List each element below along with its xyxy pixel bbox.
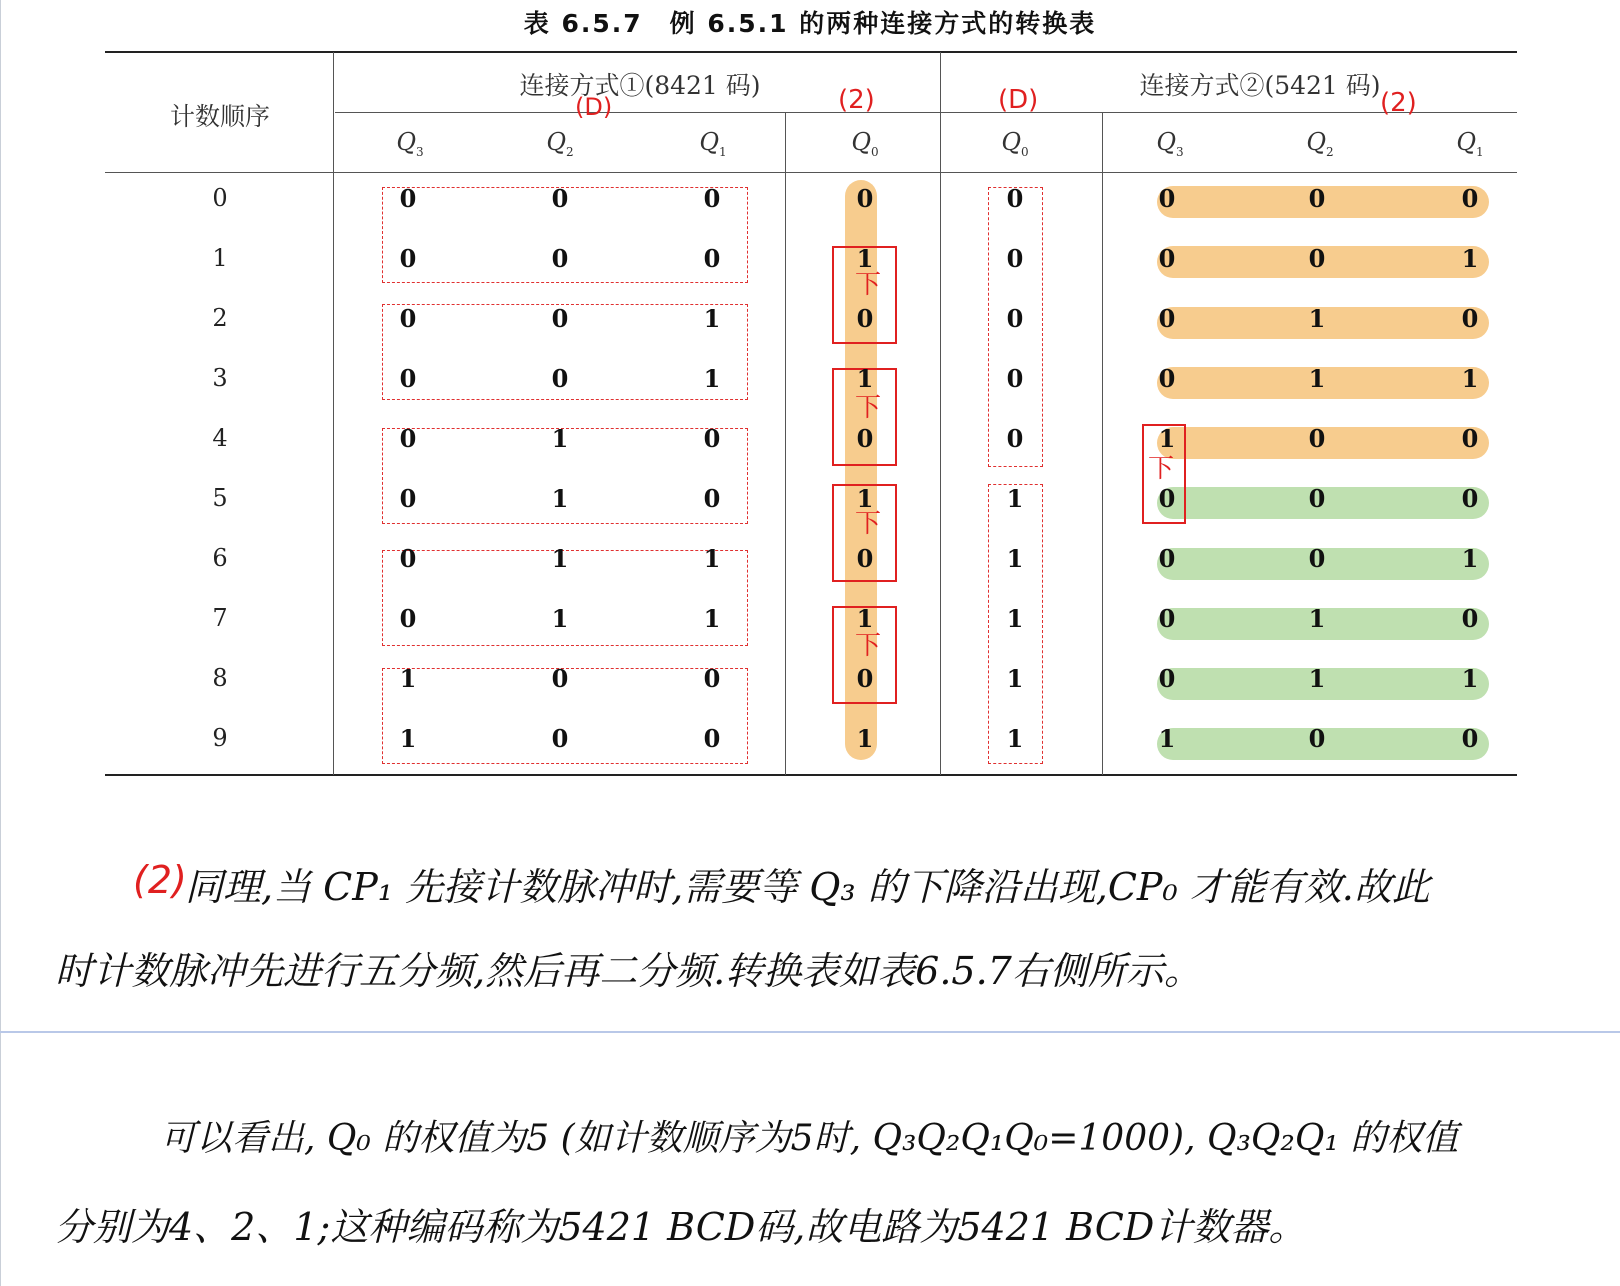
annot-m2-q1: (2) — [1380, 88, 1417, 118]
m2-q1-cell: 0 — [1461, 184, 1479, 213]
m1-q0-cell: 0 — [856, 544, 874, 573]
m1-q1-cell: 0 — [703, 244, 721, 273]
count-order-cell: 4 — [212, 424, 228, 452]
m2-q1-cell: 0 — [1461, 424, 1479, 453]
m1-q3-label: $Q_3$ — [396, 128, 424, 159]
m2-q0-cell: 1 — [1006, 604, 1024, 633]
table-top-rule — [105, 51, 1517, 53]
m1-q2-cell: 1 — [551, 604, 569, 633]
m2-q0-cell: 1 — [1006, 484, 1024, 513]
m1-q3-cell: 1 — [399, 664, 417, 693]
m2-q0-cell: 1 — [1006, 544, 1024, 573]
count-order-cell: 8 — [212, 664, 228, 692]
m2-q2-cell: 0 — [1308, 424, 1326, 453]
m2-q3-cell: 0 — [1158, 364, 1176, 393]
count-order-cell: 9 — [212, 724, 228, 752]
header-bottom-rule — [105, 172, 1517, 173]
m2-q0-cell: 0 — [1006, 304, 1024, 333]
count-order-cell: 5 — [212, 484, 228, 512]
m1-q3-cell: 0 — [399, 184, 417, 213]
m1-q3-cell: 1 — [399, 724, 417, 753]
m1-q2-cell: 0 — [551, 364, 569, 393]
m2-q2-label: $Q_2$ — [1306, 128, 1334, 159]
m1-q2-cell: 1 — [551, 544, 569, 573]
count-order-cell: 2 — [212, 304, 228, 332]
m1-q3-cell: 0 — [399, 604, 417, 633]
m2-q3-cell: 0 — [1158, 604, 1176, 633]
fall-mark-m2: 下 — [1148, 454, 1175, 484]
m2-q3-cell: 0 — [1158, 304, 1176, 333]
m2-q1-label: $Q_1$ — [1456, 128, 1484, 159]
m1-q2-cell: 0 — [551, 184, 569, 213]
m2-q1-cell: 0 — [1461, 604, 1479, 633]
m1-q1-cell: 1 — [703, 304, 721, 333]
table-title: 表 6.5.7 例 6.5.1 的两种连接方式的转换表 — [523, 9, 1097, 38]
m1-q0-label: $Q_0$ — [851, 128, 879, 159]
m2-q3-label: $Q_3$ — [1156, 128, 1184, 159]
m2-q0-cell: 1 — [1006, 664, 1024, 693]
method1-header: 连接方式①(8421 码) — [519, 71, 761, 100]
m2-q0-cell: 0 — [1006, 424, 1024, 453]
section-divider — [0, 1031, 1620, 1033]
m2-q2-cell: 0 — [1308, 484, 1326, 513]
m2-q1-cell: 0 — [1461, 484, 1479, 513]
fall-mark-3: 下 — [855, 393, 882, 423]
m1-q0-cell: 0 — [856, 424, 874, 453]
m2-q2-cell: 1 — [1308, 664, 1326, 693]
m2-q0-label: $Q_0$ — [1001, 128, 1029, 159]
m1-q0-cell: 0 — [856, 304, 874, 333]
m2-q1-cell: 0 — [1461, 304, 1479, 333]
vline-methods — [940, 52, 941, 775]
m1-q2-cell: 0 — [551, 304, 569, 333]
m1-q3-cell: 0 — [399, 364, 417, 393]
m1-q1-cell: 1 — [703, 544, 721, 573]
m1-q2-cell: 1 — [551, 424, 569, 453]
count-order-header: 计数顺序 — [169, 102, 270, 131]
vline-count — [333, 52, 334, 775]
fall-mark-7: 下 — [855, 631, 882, 661]
m1-q1-cell: 0 — [703, 664, 721, 693]
m2-q2-cell: 1 — [1308, 364, 1326, 393]
notes-line-4: 分别为4、2、1;这种编码称为5421 BCD码,故电路为5421 BCD计数器。 — [55, 1205, 1307, 1249]
m1-q1-cell: 0 — [703, 424, 721, 453]
m1-q2-cell: 0 — [551, 724, 569, 753]
vline-m1-q0 — [785, 113, 786, 775]
m2-q0-cell: 0 — [1006, 244, 1024, 273]
m1-q0-cell: 0 — [856, 184, 874, 213]
m1-q3-cell: 0 — [399, 304, 417, 333]
m1-q2-label: $Q_2$ — [546, 128, 574, 159]
m1-q3-cell: 0 — [399, 484, 417, 513]
m2-q3-cell: 0 — [1158, 244, 1176, 273]
m2-q0-cell: 0 — [1006, 184, 1024, 213]
m2-q2-cell: 0 — [1308, 544, 1326, 573]
notes-line-1: 同理,当 CP₁ 先接计数脉冲时,需要等 Q₃ 的下降沿出现,CP₀ 才能有效.故此 — [185, 865, 1430, 909]
m2-q2-cell: 0 — [1308, 724, 1326, 753]
count-order-cell: 7 — [212, 604, 228, 632]
m1-q3-cell: 0 — [399, 544, 417, 573]
table-bottom-rule — [105, 774, 1517, 776]
method2-header: 连接方式②(5421 码) — [1139, 71, 1381, 100]
m1-q1-cell: 1 — [703, 364, 721, 393]
m2-q3-cell: 1 — [1158, 424, 1176, 453]
m2-q1-cell: 1 — [1461, 244, 1479, 273]
m1-q0-cell: 1 — [856, 244, 874, 273]
m1-q1-cell: 0 — [703, 484, 721, 513]
m1-q0-cell: 1 — [856, 484, 874, 513]
m2-q3-cell: 0 — [1158, 664, 1176, 693]
m2-q3-cell: 0 — [1158, 184, 1176, 213]
notes-line-2: 时计数脉冲先进行五分频,然后再二分频.转换表如表6.5.7右侧所示。 — [55, 949, 1202, 993]
m1-q2-cell: 0 — [551, 664, 569, 693]
m1-q3-cell: 0 — [399, 244, 417, 273]
m1-q2-cell: 0 — [551, 244, 569, 273]
m2-q1-cell: 0 — [1461, 724, 1479, 753]
m2-q2-cell: 1 — [1308, 604, 1326, 633]
m2-q1-cell: 1 — [1461, 544, 1479, 573]
m2-q2-cell: 0 — [1308, 184, 1326, 213]
m2-q3-cell: 0 — [1158, 544, 1176, 573]
m1-q1-cell: 0 — [703, 184, 721, 213]
annot-m2-q0: (D) — [998, 85, 1039, 115]
m2-q1-cell: 1 — [1461, 364, 1479, 393]
notes-line-3: 可以看出, Q₀ 的权值为5 (如计数顺序为5时, Q₃Q₂Q₁Q₀=1000), Q₃Q₂Q₁ 的权值 — [160, 1118, 1459, 1159]
m2-q2-cell: 1 — [1308, 304, 1326, 333]
m1-q2-cell: 1 — [551, 484, 569, 513]
header-mid-rule — [335, 112, 1517, 113]
m2-q3-cell: 1 — [1158, 724, 1176, 753]
m1-q1-label: $Q_1$ — [699, 128, 727, 159]
m1-q0-cell: 1 — [856, 604, 874, 633]
count-order-cell: 0 — [212, 184, 228, 212]
count-order-cell: 3 — [212, 364, 228, 392]
m1-q1-cell: 1 — [703, 604, 721, 633]
annot-m1-q0: (2) — [838, 85, 875, 115]
m1-q0-cell: 1 — [856, 364, 874, 393]
m2-q0-cell: 1 — [1006, 724, 1024, 753]
m1-q0-cell: 0 — [856, 664, 874, 693]
m1-q3-cell: 0 — [399, 424, 417, 453]
m2-q3-cell: 0 — [1158, 484, 1176, 513]
notes-item-label: (2) — [133, 858, 187, 902]
m1-q0-cell: 1 — [856, 724, 874, 753]
count-order-cell: 1 — [212, 244, 228, 272]
fall-mark-1: 下 — [855, 270, 882, 300]
m2-q1-cell: 1 — [1461, 664, 1479, 693]
fall-mark-5: 下 — [855, 509, 882, 539]
count-order-cell: 6 — [212, 544, 228, 572]
vline-m2-q0 — [1102, 113, 1103, 775]
annot-q2-first: (D) — [575, 93, 613, 121]
m2-q0-cell: 0 — [1006, 364, 1024, 393]
m1-q1-cell: 0 — [703, 724, 721, 753]
m2-q2-cell: 0 — [1308, 244, 1326, 273]
